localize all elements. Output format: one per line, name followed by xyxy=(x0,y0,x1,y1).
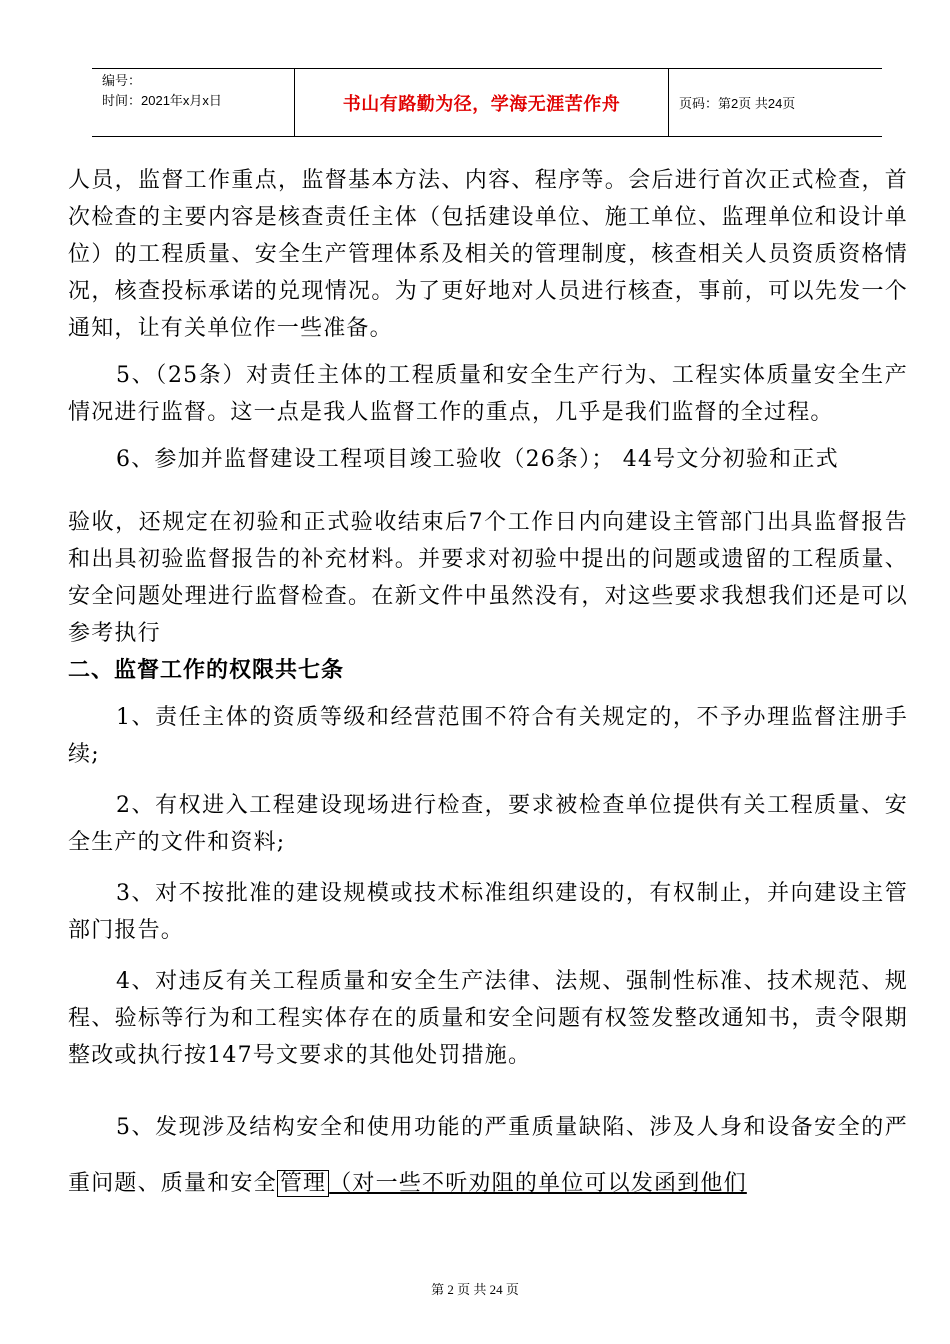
header-meta-cell xyxy=(92,69,295,136)
authority-item-2: 2、有权进入工程建设现场进行检查，要求被检查单位提供有关工程质量、安全生产的文件和资料; xyxy=(68,793,908,855)
item5-text: 5、发现涉及结构安全和使用功能的严重质量缺陷、涉及人身和设备安全的严重问题、质量和安全 xyxy=(68,1115,908,1196)
doc-number-label: 编号： xyxy=(102,73,142,88)
authority-item-3: 3、对不按批准的建设规模或技术标准组织建设的，有权制止，并向建设主管部门报告。 xyxy=(68,881,908,943)
page-footer: 第 2 页 共 24 页 xyxy=(431,1282,519,1297)
authority-item-1: 1、责任主体的资质等级和经营范围不符合有关规定的，不予办理监督注册手续; xyxy=(68,705,908,767)
header-page-cell xyxy=(669,69,882,136)
paragraph-acceptance-continued: 验收，还规定在初验和正式验收结束后7个工作日内向建设主管部门出具监督报告和出具初验监督报告的补充材料。并要求对初验中提出的问题或遗留的工程质量、安全问题处理进行监督检查。在新文件中虽然没有，对这些要求我想我们还是可以参考执行 xyxy=(68,510,908,646)
authority-item-5 xyxy=(68,1100,908,1212)
item5-underlined-text: （对一些不听劝阻的单位可以发函到他们 xyxy=(329,1171,747,1196)
item5-boxed-word: 管理 xyxy=(277,1170,329,1197)
section-heading: 二、监督工作的权限共七条 xyxy=(68,658,345,683)
header-page-info: 页码：第2页 共24页 xyxy=(679,96,796,111)
doc-time-label: 时间：2021年x月x日 xyxy=(102,93,222,108)
document-body xyxy=(68,162,908,1212)
document-header xyxy=(92,68,882,137)
authority-item-4: 4、对违反有关工程质量和安全生产法律、法规、强制性标准、技术规范、规程、验标等行为和工程实体存在的质量和安全问题有权签发整改通知书，责令限期整改或执行按147号文要求的其他处罚措施。 xyxy=(68,969,908,1068)
paragraph-item-5-supervision: 5、（25条）对责任主体的工程质量和安全生产行为、工程实体质量安全生产情况进行监督。这一点是我人监督工作的重点，几乎是我们监督的全过程。 xyxy=(68,363,908,425)
motto-text: 书山有路勤为径，学海无涯苦作舟 xyxy=(342,93,621,114)
header-motto-cell xyxy=(295,69,669,136)
paragraph-item-6-acceptance: 6、参加并监督建设工程项目竣工验收（26条）； 44号文分初验和正式 xyxy=(116,447,839,472)
paragraph-continuation: 人员，监督工作重点，监督基本方法、内容、程序等。会后进行首次正式检查，首次检查的主要内容是核查责任主体（包括建设单位、施工单位、监理单位和设计单位）的工程质量、安全生产管理体系及相关的管理制度，核查相关人员资质资格情况，核查投标承诺的兑现情况。为了更好地对人员进行核查，事前，可以先发一个通知，让有关单位作一些准备。 xyxy=(68,168,908,341)
